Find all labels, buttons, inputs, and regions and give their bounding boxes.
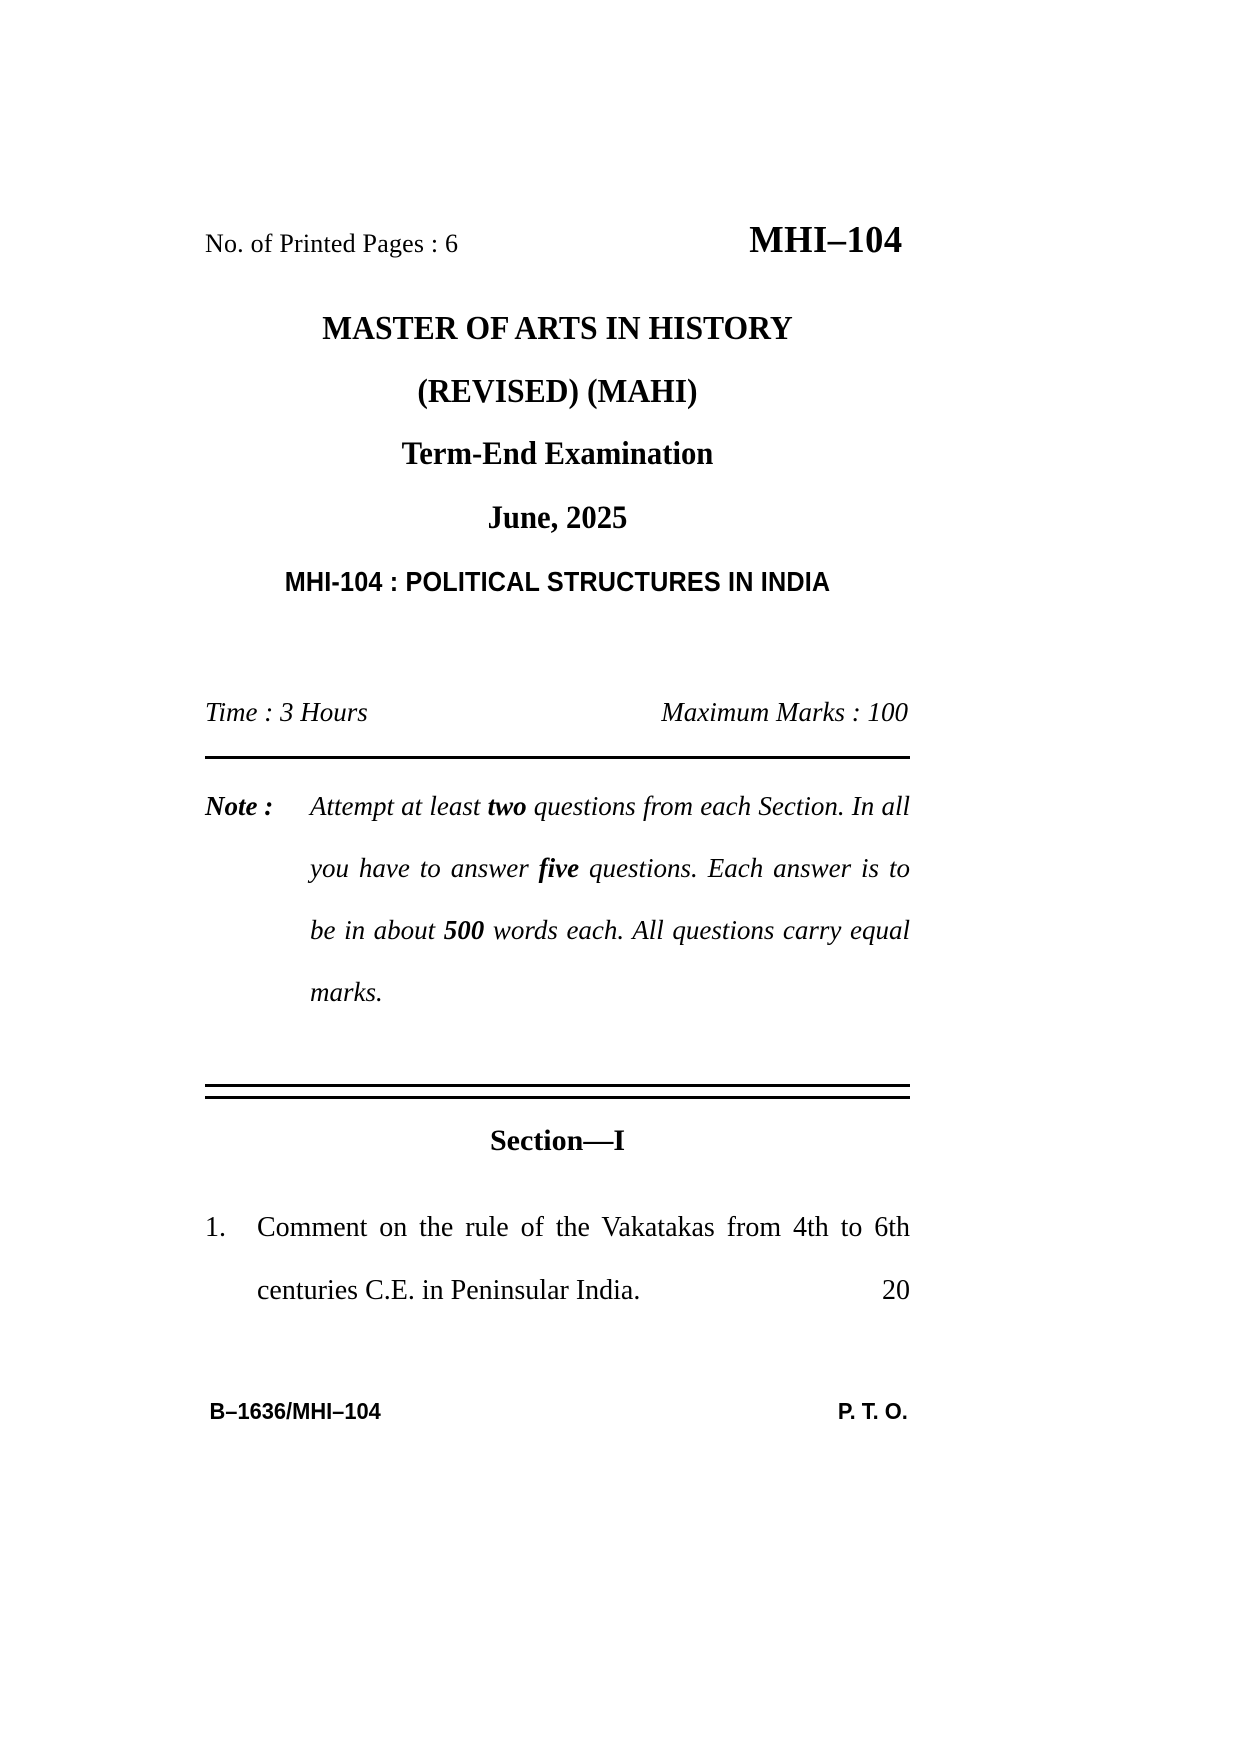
subject-title: MHI-104 : POLITICAL STRUCTURES IN INDIA xyxy=(284,566,831,597)
note-text-part-3: questions. Each answer is to be in about xyxy=(310,853,910,945)
note-emphasis-two: two xyxy=(487,791,527,821)
form-code: B–1636/MHI–104 xyxy=(209,1398,381,1424)
examination-session: June, 2025 xyxy=(487,500,628,536)
title-block xyxy=(205,312,910,598)
exam-maximum-marks: Maximum Marks : 100 xyxy=(661,697,908,727)
exam-meta-row xyxy=(205,697,910,728)
section-heading-1: Section—I xyxy=(490,1124,625,1157)
question-number: 1. xyxy=(205,1212,226,1243)
note-text-part-4: words each. All questions carry equal marks. xyxy=(310,915,910,1007)
exam-duration: Time : 3 Hours xyxy=(205,697,368,727)
meta-divider-rule xyxy=(205,756,910,759)
paper-code: MHI–104 xyxy=(749,219,903,261)
question-list-section-1 xyxy=(205,1196,910,1322)
examination-type: Term-End Examination xyxy=(401,436,714,472)
programme-name-line-2: (REVISED) (MAHI) xyxy=(417,373,698,410)
section-divider-double-rule xyxy=(205,1084,910,1099)
question-text: Comment on the rule of the Vakatakas from 4th to 6th centuries C.E. in Peninsular India. xyxy=(257,1212,910,1306)
question-marks: 20 xyxy=(882,1275,910,1306)
page-header xyxy=(205,218,910,262)
question-body xyxy=(257,1196,910,1322)
note-label: Note : xyxy=(205,791,274,821)
please-turn-over-label: P. T. O. xyxy=(838,1398,909,1424)
programme-name-line-1: MASTER OF ARTS IN HISTORY xyxy=(322,310,793,347)
note-text-part-2: questions from each Section. In all you have to answer xyxy=(310,791,910,883)
note-text-part-1: Attempt at least xyxy=(310,791,488,821)
note-text xyxy=(310,775,910,1023)
page-footer xyxy=(205,1398,910,1425)
note-emphasis-five: five xyxy=(538,853,580,883)
note-emphasis-word-count: 500 xyxy=(443,915,485,945)
instructions-note xyxy=(205,775,910,1023)
question-item xyxy=(205,1196,910,1322)
page-content-area xyxy=(205,0,910,1754)
printed-pages-label: No. of Printed Pages : 6 xyxy=(205,229,459,258)
